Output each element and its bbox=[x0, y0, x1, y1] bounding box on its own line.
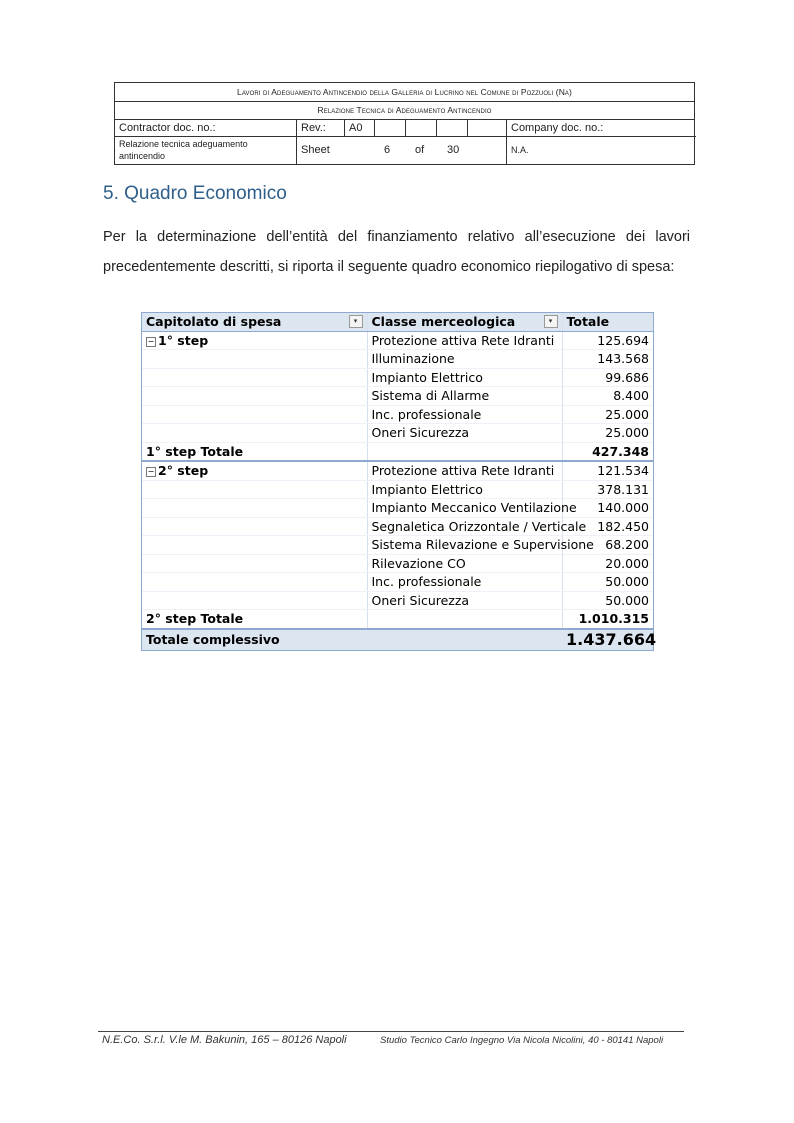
capitolato-cell bbox=[142, 350, 367, 369]
sheet-of: of bbox=[415, 144, 425, 156]
totale-cell: 121.534 bbox=[562, 461, 653, 480]
totale-cell: 25.000 bbox=[562, 424, 653, 443]
totale-cell: 20.000 bbox=[562, 554, 653, 573]
totale-cell: 125.694 bbox=[562, 331, 653, 350]
table-row bbox=[142, 480, 653, 499]
totale-cell: 50.000 bbox=[562, 573, 653, 592]
section-heading: 5. Quadro Economico bbox=[103, 183, 287, 204]
totale-cell: 140.000 bbox=[562, 499, 653, 518]
document-header bbox=[114, 82, 695, 165]
table-row bbox=[142, 405, 653, 424]
totale-cell: 378.131 bbox=[562, 480, 653, 499]
company-doc-label: Company doc. no.: bbox=[507, 120, 696, 137]
contractor-doc-value: Relazione tecnica adeguamento antincendio bbox=[115, 137, 297, 164]
capitolato-cell bbox=[142, 499, 367, 518]
filter-icon[interactable]: ▾ bbox=[349, 315, 363, 328]
subtotal-value: 427.348 bbox=[562, 442, 653, 461]
classe-cell: Inc. professionale bbox=[367, 573, 562, 592]
capitolato-cell bbox=[142, 405, 367, 424]
subtotal-label: 2° step Totale bbox=[142, 610, 367, 629]
table-row bbox=[142, 461, 653, 480]
table-row bbox=[142, 536, 653, 555]
collapse-icon[interactable]: − bbox=[147, 336, 155, 346]
footer-divider bbox=[98, 1031, 684, 1032]
subtotal-row bbox=[142, 610, 653, 629]
totale-cell: 182.450 bbox=[562, 517, 653, 536]
footer-right: Studio Tecnico Carlo Ingegno Via Nicola Nicolini, 40 - 80141 Napoli bbox=[380, 1035, 664, 1046]
classe-cell: Illuminazione bbox=[367, 350, 562, 369]
table-row bbox=[142, 331, 653, 350]
rev-empty-cell bbox=[437, 120, 468, 137]
table-row bbox=[142, 591, 653, 610]
project-title: Lavori di Adeguamento Antincendio della Galleria di Lucrino nel Comune di Pozzuoli (Na) bbox=[115, 83, 694, 102]
table-header-row bbox=[142, 313, 653, 331]
group-label: 1° step bbox=[158, 332, 209, 348]
capitolato-cell bbox=[142, 387, 367, 406]
grand-total-label: Totale complessivo bbox=[142, 629, 367, 650]
section-paragraph: Per la determinazione dell’entità del finanziamento relativo all’esecuzione dei lavori precedentemente descritti, si riporta il seguente quadro economico riepilogativo di spesa: bbox=[103, 229, 690, 275]
table-row bbox=[142, 387, 653, 406]
sheet-total: 30 bbox=[447, 144, 460, 156]
capitolato-cell bbox=[142, 591, 367, 610]
capitolato-cell bbox=[142, 461, 367, 480]
sheet-label: Sheet bbox=[301, 144, 330, 156]
header-capitolato-label: Capitolato di spesa bbox=[146, 314, 282, 330]
rev-label: Rev.: bbox=[297, 120, 345, 137]
rev-empty-cell bbox=[375, 120, 406, 137]
classe-cell: Impianto Elettrico bbox=[367, 480, 562, 499]
header-totale: Totale bbox=[562, 313, 653, 331]
table-row bbox=[142, 368, 653, 387]
classe-cell: Protezione attiva Rete Idranti bbox=[367, 461, 562, 480]
company-doc-value: N.A. bbox=[511, 145, 529, 155]
pivot-table bbox=[141, 312, 657, 651]
totale-cell: 25.000 bbox=[562, 405, 653, 424]
table-row bbox=[142, 499, 653, 518]
capitolato-cell bbox=[142, 368, 367, 387]
classe-cell: Impianto Meccanico Ventilazione bbox=[367, 499, 562, 518]
capitolato-cell bbox=[142, 554, 367, 573]
subtotal-value: 1.010.315 bbox=[562, 610, 653, 629]
grand-total-row bbox=[142, 629, 653, 650]
sheet-info bbox=[297, 137, 507, 164]
header-classe bbox=[367, 313, 562, 331]
grand-total-empty bbox=[367, 629, 562, 650]
capitolato-cell bbox=[142, 517, 367, 536]
rev-value: A0 bbox=[345, 120, 375, 137]
subtotal-empty bbox=[367, 610, 562, 629]
classe-cell: Oneri Sicurezza bbox=[367, 591, 562, 610]
capitolato-cell bbox=[142, 573, 367, 592]
collapse-icon[interactable]: − bbox=[147, 467, 155, 477]
classe-cell: Oneri Sicurezza bbox=[367, 424, 562, 443]
totale-cell: 8.400 bbox=[562, 387, 653, 406]
capitolato-cell bbox=[142, 331, 367, 350]
classe-cell: Inc. professionale bbox=[367, 405, 562, 424]
table-row bbox=[142, 517, 653, 536]
table-row bbox=[142, 424, 653, 443]
table-row bbox=[142, 554, 653, 573]
contractor-doc-label: Contractor doc. no.: bbox=[115, 120, 297, 137]
header-capitolato bbox=[142, 313, 367, 331]
subtotal-row bbox=[142, 442, 653, 461]
classe-cell: Segnaletica Orizzontale / Verticale bbox=[367, 517, 562, 536]
classe-cell: Protezione attiva Rete Idranti bbox=[367, 331, 562, 350]
rev-empty-cell bbox=[468, 120, 507, 137]
document-title: Relazione Tecnica di Adeguamento Antincendio bbox=[115, 102, 694, 120]
group-label: 2° step bbox=[158, 463, 209, 479]
classe-cell: Rilevazione CO bbox=[367, 554, 562, 573]
footer-left: N.E.Co. S.r.l. V.le M. Bakunin, 165 – 80126 Napoli bbox=[102, 1034, 347, 1046]
totale-cell: 68.200 bbox=[562, 536, 653, 555]
grand-total-value: 1.437.664 bbox=[562, 629, 653, 650]
classe-cell: Impianto Elettrico bbox=[367, 368, 562, 387]
rev-empty-cell bbox=[406, 120, 437, 137]
sheet-number: 6 bbox=[384, 144, 391, 156]
header-classe-label: Classe merceologica bbox=[371, 314, 516, 330]
totale-cell: 50.000 bbox=[562, 591, 653, 610]
subtotal-empty bbox=[367, 442, 562, 461]
classe-cell: Sistema di Allarme bbox=[367, 387, 562, 406]
capitolato-cell bbox=[142, 480, 367, 499]
dropdown-icon[interactable]: ▾ bbox=[544, 315, 558, 328]
subtotal-label: 1° step Totale bbox=[142, 442, 367, 461]
capitolato-cell bbox=[142, 536, 367, 555]
table-row bbox=[142, 350, 653, 369]
totale-cell: 99.686 bbox=[562, 368, 653, 387]
capitolato-cell bbox=[142, 424, 367, 443]
table-row bbox=[142, 573, 653, 592]
classe-cell: Sistema Rilevazione e Supervisione bbox=[367, 536, 562, 555]
totale-cell: 143.568 bbox=[562, 350, 653, 369]
